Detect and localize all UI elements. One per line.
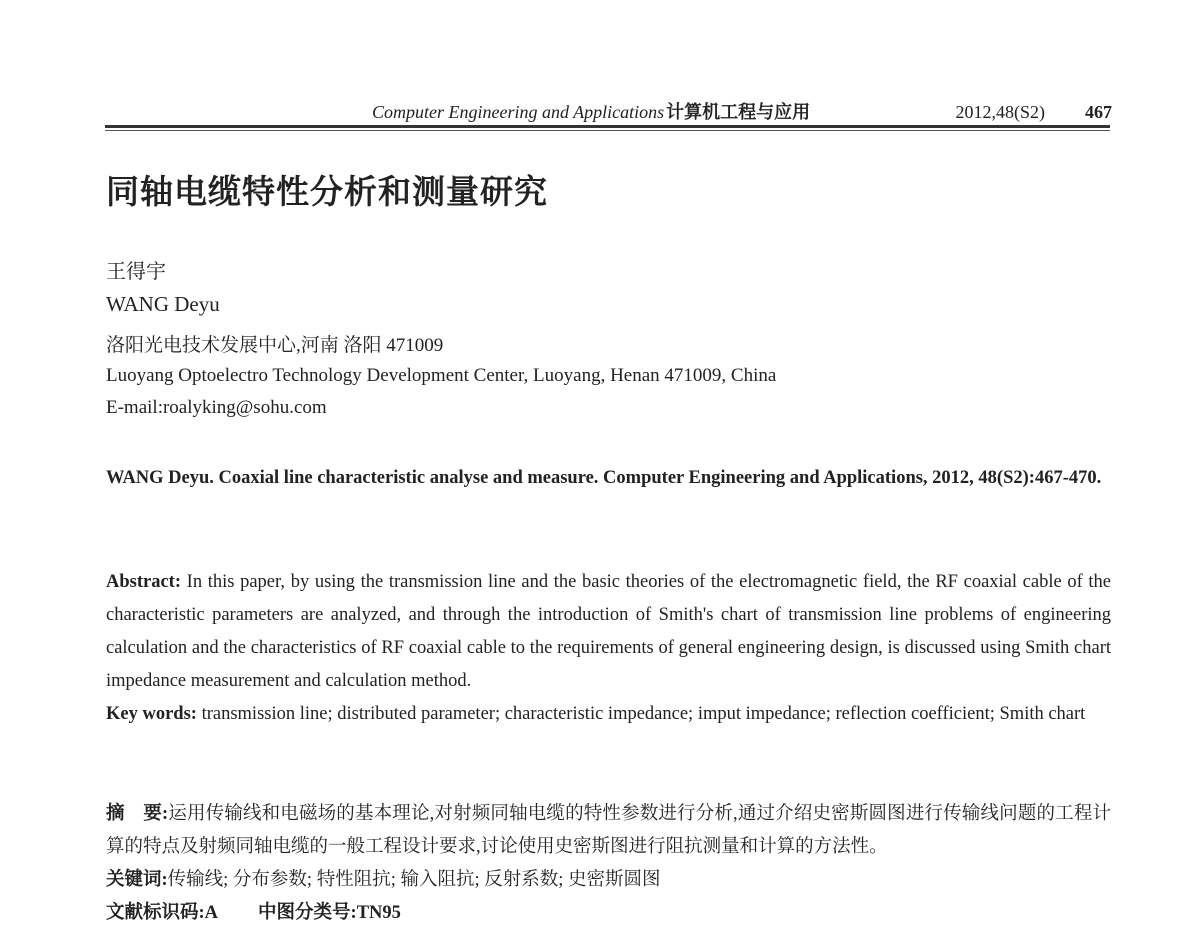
doc-code: 文献标识码:A xyxy=(106,903,219,923)
journal-title-en: Computer Engineering and Applications xyxy=(372,102,665,122)
author-name-en: WANG Deyu xyxy=(106,292,220,316)
citation: WANG Deyu. Coaxial line characteristic analyse and measure. Computer Engineering and Applications, 2012, 48(S2):467-470. xyxy=(106,468,1102,488)
header-rule xyxy=(105,125,1110,128)
running-header xyxy=(372,98,1112,124)
abstract-text: In this paper, by using the transmission line and the basic theories of the electromagnetic field, the RF coaxial cable of the characteristic parameters are analyzed, and through the introduction of Smith's chart of transmission line problems of engineering calculation and the characteristics of RF coaxial cable to the requirements of general engineering design, is discussed using Smith chart impedance measurement and calculation method. xyxy=(106,572,1111,691)
affiliation-en: Luoyang Optoelectro Technology Development Center, Luoyang, Henan 471009, China xyxy=(106,365,777,386)
keywords-text: transmission line; distributed parameter; characteristic impedance; imput impedance; reflection coefficient; Smith chart xyxy=(196,704,1086,724)
keywords-label: Key words: xyxy=(106,704,197,724)
abstract-en xyxy=(106,566,1111,731)
author-email: E-mail:roalyking@sohu.com xyxy=(106,397,327,418)
affiliation-cn: 洛阳光电技术发展中心,河南 洛阳 471009 xyxy=(106,335,444,356)
author-name-cn: 王得宇 xyxy=(106,261,166,283)
abstract-cn-text: 运用传输线和电磁场的基本理论,对射频同轴电缆的特性参数进行分析,通过介绍史密斯圆图进行传输线问题的工程计算的特点及射频同轴电缆的一般工程设计要求,讨论使用史密斯图进行阻抗测量和计算的方法性。 xyxy=(106,804,1111,857)
page-number: 467 xyxy=(1085,102,1112,122)
clc-number: 中图分类号:TN95 xyxy=(258,903,401,923)
header-rule-thin xyxy=(105,130,1110,131)
abstract-label: Abstract: xyxy=(106,572,182,592)
abstract-cn-label: 摘 要: xyxy=(106,804,169,824)
journal-title-cn: 计算机工程与应用 xyxy=(666,102,811,122)
journal-volume: 2012,48(S2) xyxy=(955,102,1045,122)
keywords-cn-label: 关键词: xyxy=(106,870,168,890)
paper-title: 同轴电缆特性分析和测量研究 xyxy=(106,175,548,211)
keywords-cn-text: 传输线; 分布参数; 特性阻抗; 输入阻抗; 反射系数; 史密斯圆图 xyxy=(167,870,661,890)
abstract-cn xyxy=(106,798,1111,930)
